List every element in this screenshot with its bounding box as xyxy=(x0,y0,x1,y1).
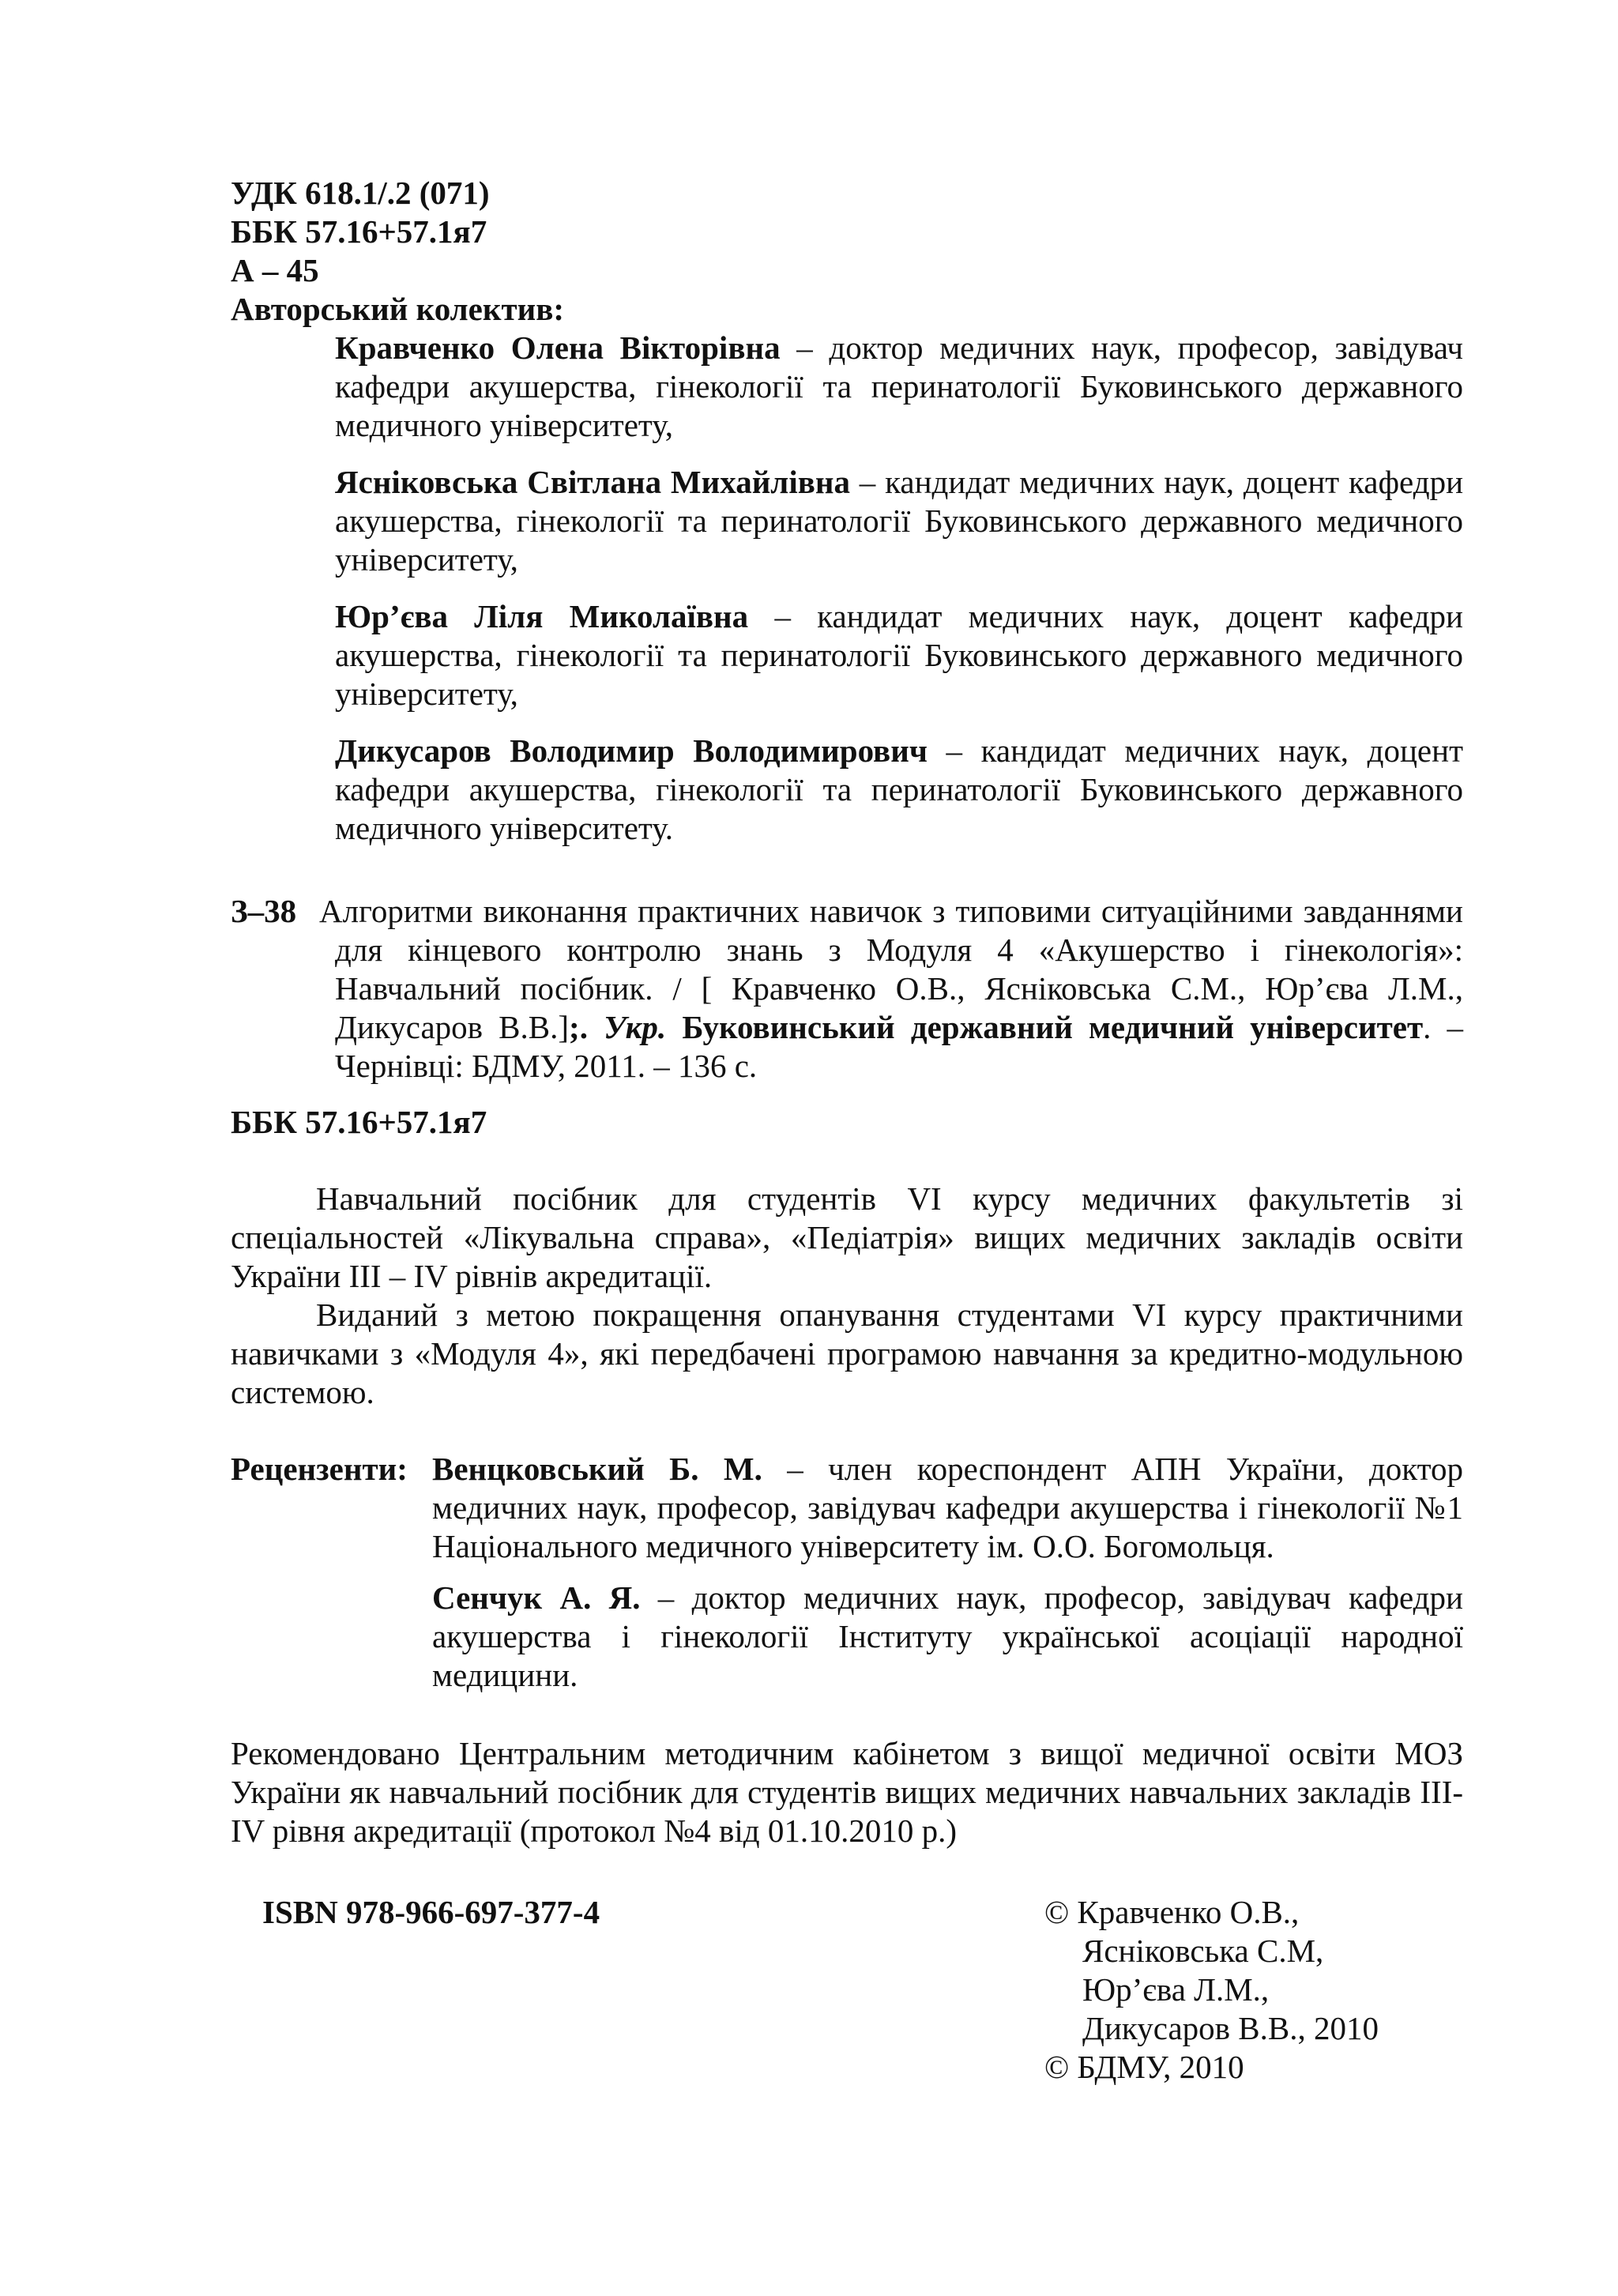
author-name: Дикусаров Володимир Володимирович xyxy=(335,732,928,769)
entry-title: Алгоритми виконання практичних навичок з типовими ситуаційними завданнями для кінцевого контролю знань з Модуля 4 «Акушерство і гінекологія»: Навчальний посібник. / [ Кравченко О.В., Ясніковська С.М., Юр’єва Л.М., Дикусаров В.В.] xyxy=(319,893,1463,1045)
author-name: Кравченко Олена Вікторівна xyxy=(335,329,781,366)
recommendation-note: Рекомендовано Центральним методичним кабінетом з вищої медичної освіти МОЗ України як навчальний посібник для студентів вищих медичних навчальних закладів III-IV рівня акредитації (протокол №4 від 01.10.2010 р.) xyxy=(231,1735,1463,1849)
author-name: Юр’єва Ліля Миколаївна xyxy=(335,598,749,634)
document-page xyxy=(231,174,1463,2130)
entry-ukr-abbr: Укр. xyxy=(604,1009,667,1045)
annotation-paragraph: Виданий з метою покращення опанування студентами VI курсу практичними навичками з «Модуля 4», які передбачені програмою навчання за кредитно-модульною системою. xyxy=(231,1297,1463,1410)
entry-separator: ;. xyxy=(569,1009,588,1045)
copyright-line: Ясніковська С.М, xyxy=(1082,1933,1324,1969)
author-list xyxy=(335,329,1463,848)
entry-publisher: Буковинський державний медичний університет xyxy=(682,1009,1424,1045)
copyright-line: © Кравченко О.В., xyxy=(1044,1894,1300,1930)
reviewer-name: Венцковський Б. М. xyxy=(432,1451,762,1487)
imprint-footer xyxy=(231,1893,1463,2130)
reviewers-section xyxy=(231,1450,1463,1695)
copyright-line: © БДМУ, 2010 xyxy=(1044,2049,1244,2085)
copyright-line: Дикусаров В.В., 2010 xyxy=(1082,2010,1379,2046)
entry-description xyxy=(319,892,1464,1086)
author-description: – кандидат медичних наук, доцент кафедри акушерства, гінекології та перинатології Буковинського державного медичного університету. xyxy=(335,732,1463,846)
author-description: – доктор медичних наук, професор, завідувач кафедри акушерства, гінекології та перинатології Буковинського державного медичного університету, xyxy=(335,329,1463,443)
annotation xyxy=(231,1180,1463,1412)
reviewer-list xyxy=(432,1450,1463,1695)
bibliographic-entry xyxy=(231,892,1463,1086)
author-description: – кандидат медичних наук, доцент кафедри акушерства, гінекології та перинатології Буковинського державного медичного університету, xyxy=(335,464,1464,578)
entry-code: З–38 xyxy=(231,893,297,929)
udk-code: УДК 618.1/.2 (071) xyxy=(231,175,490,211)
reviewers-label: Рецензенти: xyxy=(231,1451,408,1487)
copyright-line: Юр’єва Л.М., xyxy=(1082,1971,1270,2008)
reviewer-description: – член кореспондент АПН України, доктор медичних наук, професор, завідувач кафедри акушерства і гінекології №1 Національного медичного університету ім. О.О. Богомольця. xyxy=(432,1451,1463,1564)
bbk-code: ББК 57.16+57.1я7 xyxy=(231,213,487,250)
author-entry xyxy=(335,732,1463,848)
author-collective-label: Авторський колектив: xyxy=(231,291,565,327)
copyright-block xyxy=(1044,1893,1487,2087)
author-entry xyxy=(335,329,1463,445)
reviewer-description: – доктор медичних наук, професор, завідувач кафедри акушерства і гінекології Інституту української асоціації народної медицини. xyxy=(432,1579,1463,1693)
annotation-paragraph: Навчальний посібник для студентів VI курсу медичних факультетів зі спеціальностей «Лікувальна справа», «Педіатрія» вищих медичних закладів освіти України III – IV рівнів акредитації. xyxy=(231,1180,1463,1294)
author-name: Ясніковська Світлана Михайлівна xyxy=(335,464,850,500)
author-description: – кандидат медичних наук, доцент кафедри акушерства, гінекології та перинатології Буковинського державного медичного університету, xyxy=(335,598,1463,712)
reviewer-entry xyxy=(432,1579,1463,1695)
author-sign: А – 45 xyxy=(231,252,319,288)
isbn: ISBN 978-966-697-377-4 xyxy=(262,1894,600,1930)
entry-imprint: . – Чернівці: БДМУ, 2011. – 136 с. xyxy=(335,1009,1464,1084)
author-entry xyxy=(335,597,1463,713)
reviewer-name: Сенчук А. Я. xyxy=(432,1579,641,1616)
bbk-code-repeat: ББК 57.16+57.1я7 xyxy=(231,1104,487,1140)
author-entry xyxy=(335,463,1463,579)
reviewer-entry xyxy=(432,1450,1463,1566)
